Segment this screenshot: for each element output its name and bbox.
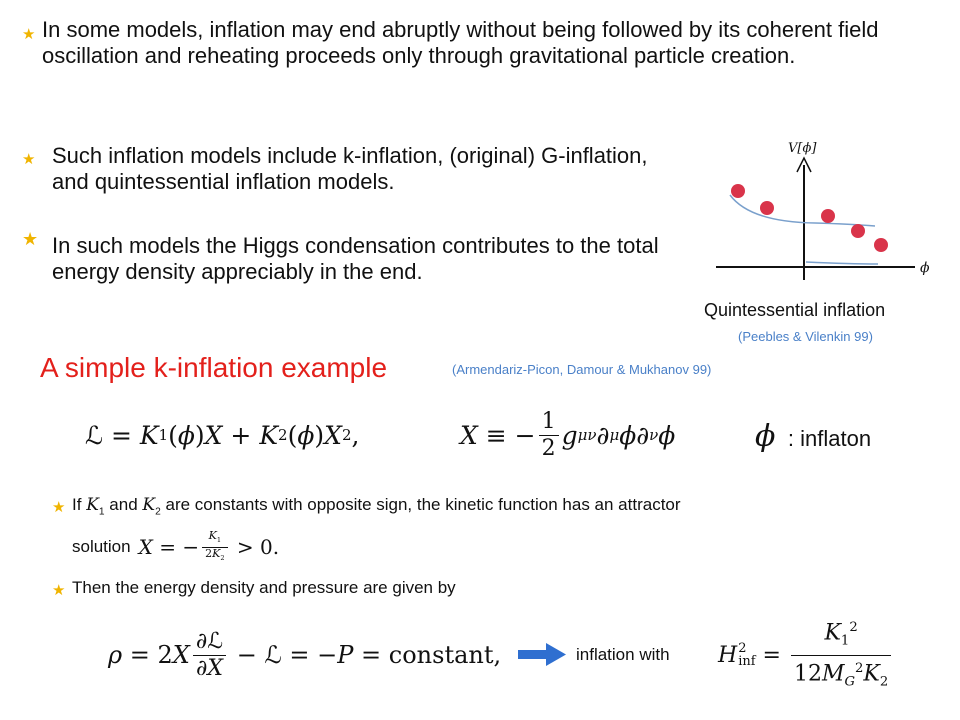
- quintessential-potential-figure: [700, 130, 940, 290]
- kinetic-term-definition: X ≡ − $\frac{1}{2}$ g μν ∂ μ ϕ∂ ν ϕ: [460, 408, 676, 461]
- lagrangian-equation: ℒ = K 1 ( ϕ ) X + K 2 ( ϕ ) X 2 ,: [85, 420, 360, 450]
- bullet-3-text: In such models the Higgs condensation contributes to the total energy density appreciably in the end.: [52, 233, 659, 284]
- inflaton-definition: [755, 419, 871, 454]
- bullet-1-text: In some models, inflation may end abruptly without being followed by its coherent field oscillation and reheating proceeds only through gravitational particle creation.: [42, 17, 879, 68]
- attractor-statement: If $K_1$ and $K_2$ are constants with opposite sign, the kinetic function has an attractor: [72, 495, 681, 518]
- bullet-star-icon: ★: [52, 499, 66, 516]
- inflaton-label: : inflaton: [787, 426, 872, 451]
- field-dot: [851, 224, 865, 238]
- bullet-star-icon: ★: [22, 229, 39, 249]
- inflation-with-label: inflation with: [576, 645, 670, 664]
- field-dot: [731, 184, 745, 198]
- bullet-star-icon: ★: [22, 151, 36, 168]
- field-dot: [760, 201, 774, 215]
- section-citation: (Armendariz-Picon, Damour & Mukhanov 99): [452, 362, 712, 377]
- hubble-inflation-equation: H 2 inf = $\frac{K_1^2}{12M_G^2K_2}$: [718, 620, 894, 690]
- y-axis-label: V[ϕ]: [788, 141, 817, 156]
- phi-symbol: ϕ: [755, 419, 776, 454]
- energy-density-equation: ρ = 2 X $\frac{\text{∂ℒ}}{\partial X}$ − ℒ = − P = constant,: [108, 628, 502, 681]
- figure-citation: (Peebles & Vilenkin 99): [738, 329, 873, 344]
- right-arrow-icon: [518, 641, 568, 667]
- bullet-star-icon: ★: [22, 26, 36, 43]
- potential-tail-curve: [806, 262, 878, 264]
- energy-density-statement: Then the energy density and pressure are given by: [72, 578, 456, 597]
- potential-curve: [730, 195, 875, 226]
- field-dot: [821, 209, 835, 223]
- x-axis-label: ϕ: [920, 260, 930, 276]
- attractor-solution: solution X = − $\frac{K_1}{2K_2}$ > 0.: [72, 529, 280, 562]
- bullet-2-text: Such inflation models include k-inflation, (original) G-inflation, and quintessential inflation models.: [52, 143, 648, 194]
- bullet-star-icon: ★: [52, 582, 66, 599]
- section-title: A simple k-inflation example: [40, 352, 388, 383]
- field-dot: [874, 238, 888, 252]
- figure-caption: Quintessential inflation: [704, 300, 886, 320]
